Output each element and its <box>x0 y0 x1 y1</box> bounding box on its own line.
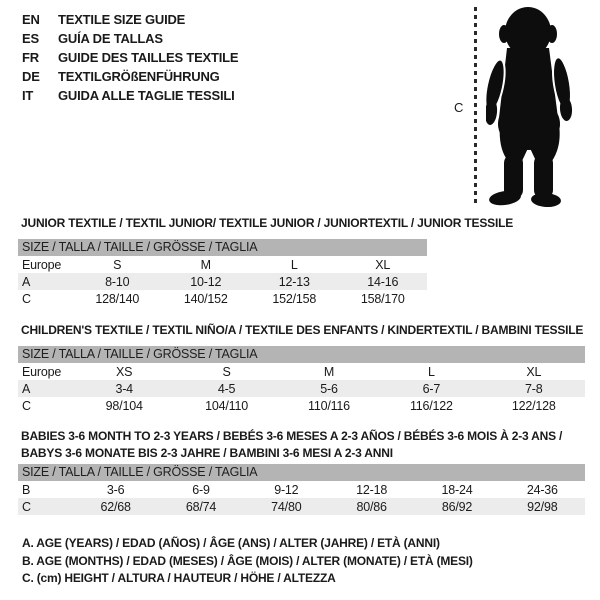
table-cell: 98/104 <box>105 398 143 413</box>
row-label: B <box>22 482 31 497</box>
table-cell: XS <box>116 364 133 379</box>
size-header-bar: SIZE / TALLA / TAILLE / GRÖSSE / TAGLIA <box>18 239 427 256</box>
table-title <box>21 428 562 462</box>
table-cell: 6-9 <box>192 482 210 497</box>
language-row <box>22 10 238 29</box>
footnote: C. (cm) HEIGHT / ALTURA / HAUTEUR / HÖHE / ALTEZZA <box>22 571 336 585</box>
table-title-line: BABIES 3-6 MONTH TO 2-3 YEARS / BEBÉS 3-6 MESES A 2-3 AÑOS / BÉBÉS 3-6 MOIS À 2-3 ANS / <box>21 429 563 443</box>
table-cell: XL <box>375 257 391 272</box>
row-label: A <box>22 274 31 289</box>
table-cell: S <box>222 364 231 379</box>
table-cell: 9-12 <box>274 482 299 497</box>
language-title: TEXTILE SIZE GUIDE <box>58 12 186 27</box>
language-row <box>22 86 238 105</box>
height-measure-label: C <box>454 100 464 115</box>
language-row <box>22 48 238 67</box>
row-label: C <box>22 291 31 306</box>
row-label: C <box>22 398 31 413</box>
table-cell: 80/86 <box>356 499 387 514</box>
table-cell: 12-18 <box>356 482 388 497</box>
table-cell: L <box>427 364 435 379</box>
size-header-bar: SIZE / TALLA / TAILLE / GRÖSSE / TAGLIA <box>18 346 585 363</box>
table-row <box>18 363 585 380</box>
table-cell: XL <box>526 364 542 379</box>
table-title <box>21 322 583 339</box>
size-table <box>18 464 585 515</box>
table-cell: L <box>290 257 298 272</box>
table-cell: 152/158 <box>272 291 317 306</box>
table-cell: 110/116 <box>308 398 350 413</box>
table-row <box>18 481 585 498</box>
table-cell: 12-13 <box>278 274 310 289</box>
height-measure-dashed-line <box>474 7 477 206</box>
size-table <box>18 346 585 414</box>
table-cell: 3-6 <box>106 482 125 497</box>
toddler-silhouette-icon <box>486 6 586 210</box>
size-figure <box>440 0 600 214</box>
footnote: A. AGE (YEARS) / EDAD (AÑOS) / ÂGE (ANS) / ALTER (JAHRE) / ETÀ (ANNI) <box>22 536 440 550</box>
language-list <box>22 10 238 105</box>
size-header-row <box>18 464 585 481</box>
table-row <box>18 397 585 414</box>
language-title: GUIDA ALLE TAGLIE TESSILI <box>58 88 235 103</box>
table-cell: 116/122 <box>409 398 453 413</box>
table-cell: 86/92 <box>441 499 473 514</box>
size-header-row <box>18 239 427 256</box>
footnotes <box>22 536 473 589</box>
language-code: EN <box>22 12 40 27</box>
table-cell: 122/128 <box>511 398 556 413</box>
table-cell: 74/80 <box>271 499 302 514</box>
size-header-bar: SIZE / TALLA / TAILLE / GRÖSSE / TAGLIA <box>18 464 585 481</box>
table-cell: 7-8 <box>525 381 543 396</box>
language-row <box>22 29 238 48</box>
language-title: GUÍA DE TALLAS <box>58 31 163 46</box>
table-cell: 128/140 <box>95 291 140 306</box>
table-cell: 4-5 <box>217 381 236 396</box>
language-code: ES <box>22 31 39 46</box>
table-cell: 5-6 <box>320 381 338 396</box>
table-cell: 8-10 <box>105 274 130 289</box>
row-label: Europe <box>22 364 62 379</box>
table-title-line: BABYS 3-6 MONATE BIS 2-3 JAHRE / BAMBINI 3-6 MESI A 2-3 ANNI <box>21 446 393 460</box>
language-row <box>22 67 238 86</box>
table-cell: 92/98 <box>527 499 558 514</box>
table-row <box>18 380 585 397</box>
footnote: B. AGE (MONTHS) / EDAD (MESES) / ÂGE (MOIS) / ALTER (MONATE) / ETÀ (MESI) <box>22 553 473 568</box>
table-cell: S <box>113 257 122 272</box>
table-cell: 62/68 <box>100 499 131 514</box>
row-label: A <box>22 381 31 396</box>
table-cell: 3-4 <box>115 381 133 396</box>
table-title-line: CHILDREN'S TEXTILE / TEXTIL NIÑO/A / TEXTILE DES ENFANTS / KINDERTEXTIL / BAMBINI TESSILE <box>21 323 584 337</box>
row-label: Europe <box>22 257 62 272</box>
table-cell: 14-16 <box>367 274 399 289</box>
table-cell: 10-12 <box>190 274 222 289</box>
language-code: IT <box>22 88 34 103</box>
language-title: GUIDE DES TAILLES TEXTILE <box>58 50 239 65</box>
language-code: FR <box>22 50 39 65</box>
table-cell: 140/152 <box>183 291 228 306</box>
table-cell: M <box>323 364 335 379</box>
table-row <box>18 273 427 290</box>
size-header-row <box>18 346 585 363</box>
table-row <box>18 256 427 273</box>
table-cell: 6-7 <box>422 381 441 396</box>
table-title-line: JUNIOR TEXTILE / TEXTIL JUNIOR/ TEXTILE JUNIOR / JUNIORTEXTIL / JUNIOR TESSILE <box>21 216 514 230</box>
table-cell: M <box>200 257 211 272</box>
table-row <box>18 290 427 307</box>
table-cell: 68/74 <box>185 499 217 514</box>
language-code: DE <box>22 69 40 84</box>
table-title <box>21 215 513 232</box>
table-cell: 158/170 <box>360 291 405 306</box>
language-title: TEXTILGRÖßENFÜHRUNG <box>58 69 220 84</box>
table-row <box>18 498 585 515</box>
row-label: C <box>22 499 31 514</box>
table-cell: 24-36 <box>526 482 558 497</box>
table-cell: 104/110 <box>205 398 249 413</box>
size-table <box>18 239 427 307</box>
table-cell: 18-24 <box>441 482 473 497</box>
